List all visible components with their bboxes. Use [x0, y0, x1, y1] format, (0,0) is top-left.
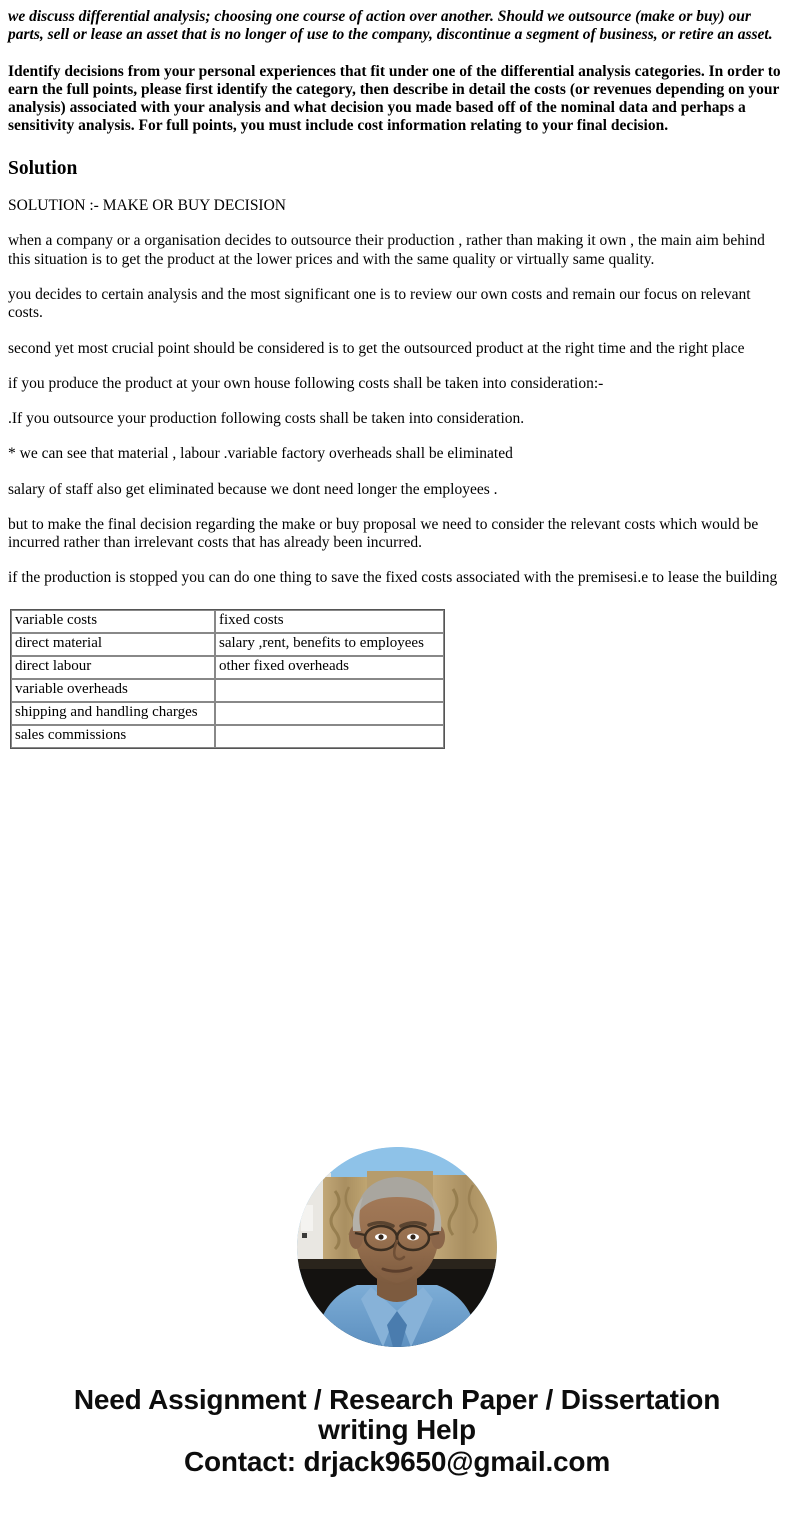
table-cell-variable: direct labour — [11, 656, 215, 679]
prompt-italic-paragraph: we discuss differential analysis; choosing one course of action over another. Should we outsource (make or buy) our parts, sell or lease an asset that is no longer of use to the company, discontinue a segment of business, or retire an asset. — [8, 8, 773, 44]
portrait-photo-icon — [297, 1147, 497, 1347]
footer-contact-line: Contact: drjack9650@gmail.com — [183, 1446, 611, 1478]
solution-paragraph-3: you decides to certain analysis and the most significant one is to review our own costs and remain our focus on relevant costs. — [8, 285, 751, 322]
solution-paragraph-4: second yet most crucial point should be considered is to get the outsourced product at the right time and the right place — [8, 339, 745, 357]
portrait-block — [8, 1147, 786, 1347]
avatar — [297, 1147, 497, 1347]
table-cell-fixed — [215, 725, 444, 748]
table-cell-variable: direct material — [11, 633, 215, 656]
table-row — [11, 633, 444, 656]
solution-paragraph-9: but to make the final decision regarding the make or buy proposal we need to consider the relevant costs which would be incurred rather than irrelevant costs that has already been incurred. — [8, 515, 759, 552]
table-row — [11, 702, 444, 725]
solution-paragraph-8: salary of staff also get eliminated because we dont need longer the employees . — [8, 480, 498, 498]
footer-headline-line1: Need Assignment / Research Paper / Dissertation — [73, 1383, 721, 1415]
solution-paragraph-6: .If you outsource your production following costs shall be taken into consideration. — [8, 410, 525, 428]
table-cell-fixed — [215, 679, 444, 702]
cost-classification-table — [10, 609, 445, 749]
table-row — [11, 725, 444, 748]
table-cell-variable: variable overheads — [11, 679, 215, 702]
table-cell-variable: variable costs — [11, 610, 215, 633]
table-cell-variable: sales commissions — [11, 725, 215, 748]
prompt-bold-paragraph: Identify decisions from your personal experiences that fit under one of the differential analysis categories. In order to earn the full points, please first identify the category, then describe in detail the costs (or revenues depending on your analysis) associated with your analysis and what decision you made based off of the nominal data and perhaps a sensitivity analysis. For full points, you must include cost information relating to your final decision. — [8, 62, 781, 135]
solution-paragraph-10: if the production is stopped you can do one thing to save the fixed costs associated with the premisesi.e to lease the building — [8, 569, 778, 587]
footer — [8, 1385, 786, 1478]
table-cell-fixed: fixed costs — [215, 610, 444, 633]
solution-paragraph-1: SOLUTION :- MAKE OR BUY DECISION — [8, 197, 286, 215]
cost-table-container — [10, 609, 786, 749]
solution-paragraph-5: if you produce the product at your own house following costs shall be taken into consideration:- — [8, 374, 604, 392]
table-row — [11, 610, 444, 633]
table-row — [11, 679, 444, 702]
table-cell-variable: shipping and handling charges — [11, 702, 215, 725]
table-cell-fixed — [215, 702, 444, 725]
footer-headline-line2: writing Help — [318, 1414, 476, 1445]
solution-heading: Solution — [8, 157, 78, 179]
solution-paragraph-2: when a company or a organisation decides to outsource their production , rather than making it own , the main aim behind this situation is to get the product at the lower prices and with the same quality or virtually same quality. — [8, 232, 765, 268]
table-row — [11, 656, 444, 679]
table-cell-fixed: salary ,rent, benefits to employees — [215, 633, 444, 656]
table-cell-fixed: other fixed overheads — [215, 656, 444, 679]
solution-paragraph-7: * we can see that material , labour .variable factory overheads shall be eliminated — [8, 445, 513, 463]
document-page — [0, 8, 794, 1477]
